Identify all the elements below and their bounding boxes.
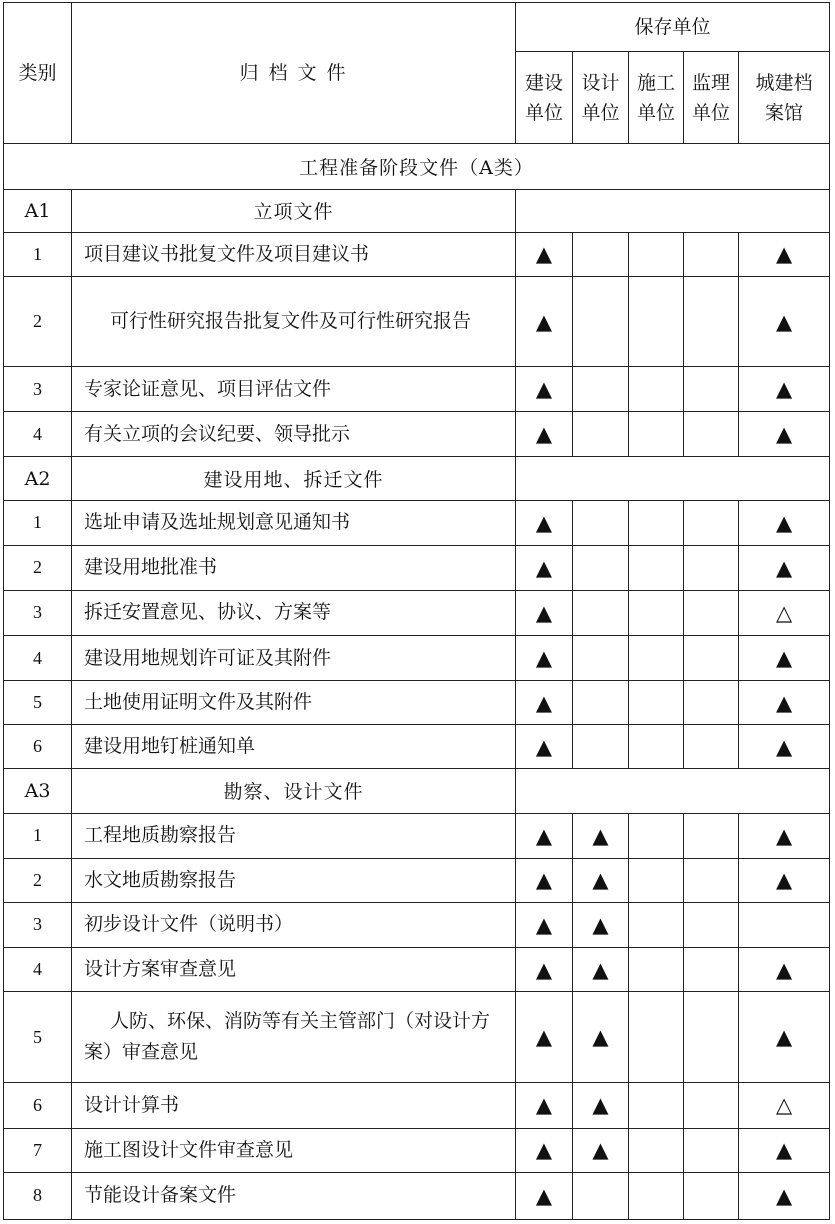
mark-supervision [684,813,739,858]
mark-supervision [684,992,739,1083]
mark-contractor [629,1172,684,1219]
mark-contractor [629,858,684,902]
mark-supervision [684,947,739,991]
mark-design [573,545,629,590]
mark-archive [739,902,830,947]
mark-construction: ▲ [516,232,573,276]
mark-supervision [684,902,739,947]
mark-supervision [684,681,739,725]
mark-archive: ▲ [739,813,830,858]
row-number: 4 [4,947,72,991]
mark-archive: ▲ [739,1172,830,1219]
row-number: 4 [4,412,72,457]
row-number: 6 [4,725,72,769]
mark-supervision [684,636,739,681]
row-document: 可行性研究报告批复文件及可行性研究报告 [72,276,516,366]
mark-contractor [629,725,684,769]
mark-contractor [629,590,684,635]
header-row-top [4,3,830,52]
mark-archive: ▲ [739,681,830,725]
row-document: 初步设计文件（说明书） [72,902,516,947]
section-title: 工程准备阶段文件（A类） [4,144,830,189]
group-row [4,189,830,232]
group-row [4,457,830,500]
mark-supervision [684,725,739,769]
mark-archive: ▲ [739,858,830,902]
mark-design [573,590,629,635]
mark-contractor [629,902,684,947]
mark-contractor [629,367,684,412]
mark-archive: ▲ [739,545,830,590]
table-row [4,725,830,769]
row-document: 施工图设计文件审查意见 [72,1128,516,1172]
header-unit-contractor: 施工 单位 [629,52,684,144]
row-number: 2 [4,545,72,590]
mark-design: ▲ [573,992,629,1083]
row-document: 建设用地规划许可证及其附件 [72,636,516,681]
mark-design: ▲ [573,813,629,858]
row-number: 4 [4,636,72,681]
header-storage: 保存单位 [516,3,830,52]
table-row [4,276,830,366]
table-row [4,232,830,276]
group-title: 建设用地、拆迁文件 [72,457,516,500]
row-document: 设计方案审查意见 [72,947,516,991]
mark-contractor [629,1083,684,1128]
mark-design [573,500,629,545]
mark-construction: ▲ [516,947,573,991]
row-document: 水文地质勘察报告 [72,858,516,902]
table-row [4,412,830,457]
table-row [4,367,830,412]
mark-supervision [684,1128,739,1172]
row-document: 人防、环保、消防等有关主管部门（对设计方案）审查意见 [72,992,516,1083]
row-document: 选址申请及选址规划意见通知书 [72,500,516,545]
mark-supervision [684,500,739,545]
row-document: 工程地质勘察报告 [72,813,516,858]
row-document: 设计计算书 [72,1083,516,1128]
row-number: 1 [4,232,72,276]
header-category: 类别 [4,3,72,144]
mark-supervision [684,1083,739,1128]
mark-construction: ▲ [516,367,573,412]
mark-construction: ▲ [516,813,573,858]
row-number: 2 [4,276,72,366]
mark-supervision [684,276,739,366]
table-row [4,1083,830,1128]
table-row [4,1128,830,1172]
mark-archive: △ [739,1083,830,1128]
mark-archive: ▲ [739,636,830,681]
mark-design: ▲ [573,947,629,991]
mark-design [573,412,629,457]
mark-construction: ▲ [516,725,573,769]
mark-construction: ▲ [516,545,573,590]
mark-construction: ▲ [516,1172,573,1219]
table-row [4,500,830,545]
mark-construction: ▲ [516,681,573,725]
row-document: 拆迁安置意见、协议、方案等 [72,590,516,635]
group-code: A3 [4,769,72,813]
mark-design [573,681,629,725]
row-number: 1 [4,813,72,858]
row-number: 5 [4,681,72,725]
row-document: 有关立项的会议纪要、领导批示 [72,412,516,457]
mark-construction: ▲ [516,1128,573,1172]
table-row [4,858,830,902]
header-unit-supervision: 监理 单位 [684,52,739,144]
group-blank [516,189,830,232]
mark-supervision [684,367,739,412]
mark-archive: ▲ [739,367,830,412]
mark-archive: ▲ [739,992,830,1083]
mark-construction: ▲ [516,500,573,545]
mark-design [573,232,629,276]
mark-archive: ▲ [739,947,830,991]
group-code: A1 [4,189,72,232]
mark-design: ▲ [573,858,629,902]
row-number: 3 [4,590,72,635]
mark-contractor [629,412,684,457]
table-row [4,947,830,991]
archive-table [3,2,830,1220]
mark-construction: ▲ [516,276,573,366]
mark-contractor [629,232,684,276]
mark-archive: ▲ [739,500,830,545]
header-document: 归 档 文 件 [72,3,516,144]
mark-archive: ▲ [739,1128,830,1172]
row-document: 节能设计备案文件 [72,1172,516,1219]
row-document: 建设用地批准书 [72,545,516,590]
row-document: 项目建议书批复文件及项目建议书 [72,232,516,276]
row-number: 8 [4,1172,72,1219]
mark-design [573,367,629,412]
header-unit-construction: 建设 单位 [516,52,573,144]
row-number: 5 [4,992,72,1083]
table-row [4,590,830,635]
mark-archive: ▲ [739,276,830,366]
row-number: 7 [4,1128,72,1172]
mark-design: ▲ [573,902,629,947]
row-number: 3 [4,367,72,412]
mark-supervision [684,232,739,276]
row-number: 3 [4,902,72,947]
section-row [4,144,830,189]
mark-contractor [629,947,684,991]
row-number: 2 [4,858,72,902]
row-document: 专家论证意见、项目评估文件 [72,367,516,412]
mark-contractor [629,1128,684,1172]
header-unit-design: 设计 单位 [573,52,629,144]
group-title: 立项文件 [72,189,516,232]
mark-construction: ▲ [516,858,573,902]
row-document: 建设用地钉桩通知单 [72,725,516,769]
mark-design [573,1172,629,1219]
mark-contractor [629,636,684,681]
mark-archive: ▲ [739,725,830,769]
mark-contractor [629,992,684,1083]
mark-contractor [629,813,684,858]
table-row [4,681,830,725]
header-unit-archive: 城建档 案馆 [739,52,830,144]
mark-contractor [629,681,684,725]
mark-contractor [629,276,684,366]
mark-archive: △ [739,590,830,635]
mark-archive: ▲ [739,412,830,457]
table-row [4,545,830,590]
mark-archive: ▲ [739,232,830,276]
mark-design [573,276,629,366]
mark-supervision [684,412,739,457]
mark-construction: ▲ [516,902,573,947]
row-number: 6 [4,1083,72,1128]
group-row [4,769,830,813]
mark-design: ▲ [573,1083,629,1128]
mark-construction: ▲ [516,636,573,681]
group-blank [516,769,830,813]
mark-contractor [629,500,684,545]
row-document: 土地使用证明文件及其附件 [72,681,516,725]
mark-design: ▲ [573,1128,629,1172]
mark-construction: ▲ [516,412,573,457]
table-row [4,902,830,947]
mark-supervision [684,545,739,590]
mark-supervision [684,590,739,635]
mark-construction: ▲ [516,590,573,635]
group-code: A2 [4,457,72,500]
mark-supervision [684,1172,739,1219]
group-title: 勘察、设计文件 [72,769,516,813]
mark-construction: ▲ [516,1083,573,1128]
table-row [4,1172,830,1219]
table-row [4,992,830,1083]
table-row [4,813,830,858]
mark-contractor [629,545,684,590]
mark-design [573,636,629,681]
mark-construction: ▲ [516,992,573,1083]
mark-supervision [684,858,739,902]
row-number: 1 [4,500,72,545]
group-blank [516,457,830,500]
mark-design [573,725,629,769]
table-row [4,636,830,681]
